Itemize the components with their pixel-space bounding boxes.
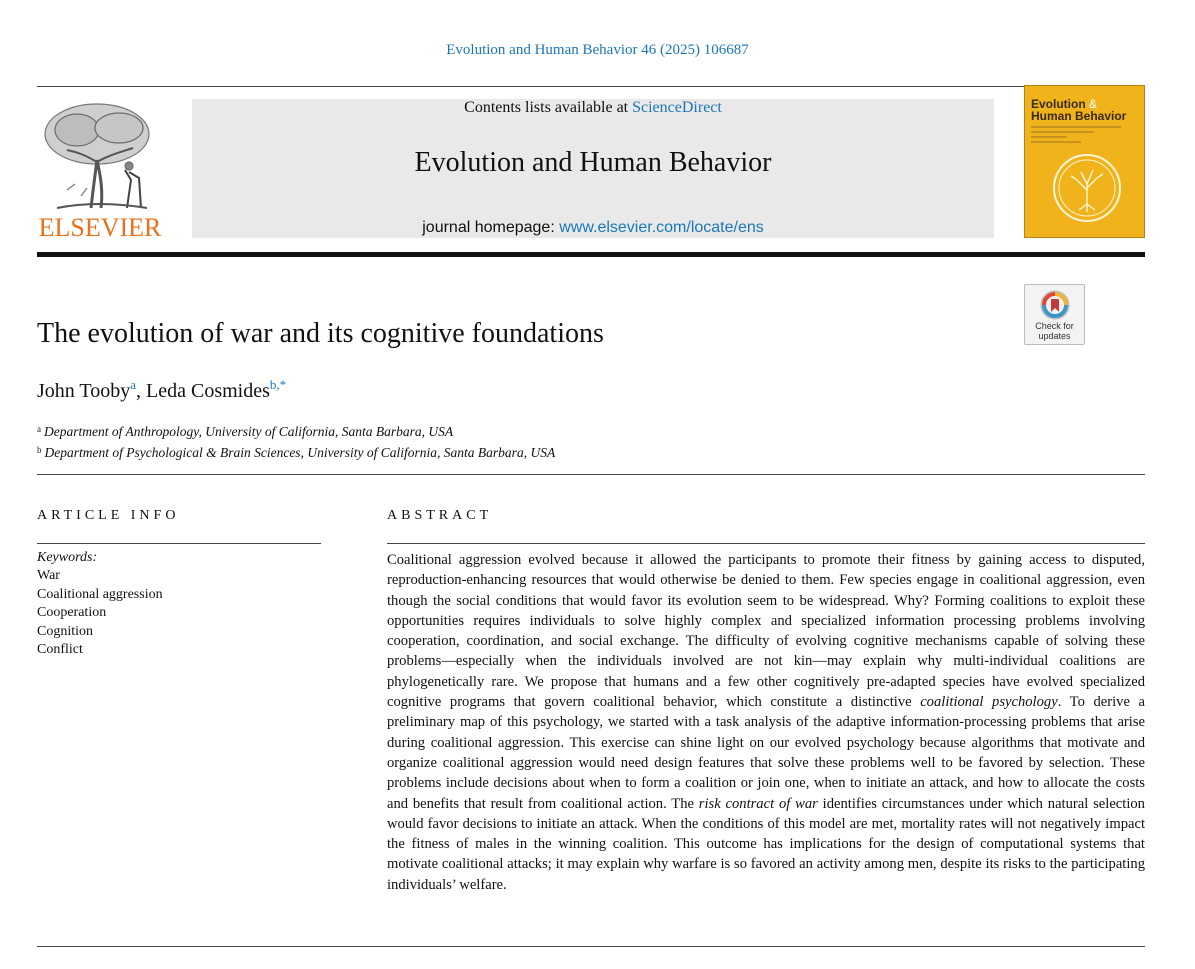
contents-prefix: Contents lists available at	[464, 99, 633, 116]
article-title: The evolution of war and its cognitive foundations	[37, 318, 604, 349]
affiliations	[37, 420, 555, 462]
elsevier-logo[interactable]	[37, 100, 163, 240]
keyword-item: Coalitional aggression	[37, 586, 163, 602]
keywords-list	[37, 549, 163, 659]
abstract-rule	[387, 543, 1145, 544]
homepage-prefix: journal homepage:	[422, 219, 560, 236]
journal-citation[interactable]: Evolution and Human Behavior 46 (2025) 106687	[446, 42, 749, 58]
author-affiliation-mark[interactable]: a	[130, 377, 137, 392]
keyword-item: War	[37, 568, 60, 584]
article-info-heading: ARTICLE INFO	[37, 508, 180, 523]
author-name[interactable]: John Tooby	[37, 380, 131, 402]
crossmark-icon	[1040, 290, 1070, 320]
homepage-line	[192, 219, 994, 237]
check-for-updates-label: Check for updates	[1035, 321, 1074, 341]
header-thick-rule	[37, 252, 1145, 257]
cover-tree-emblem-icon	[1051, 152, 1123, 224]
bottom-rule	[37, 946, 1145, 947]
journal-cover-image[interactable]	[1024, 85, 1145, 238]
article-info-rule	[37, 543, 321, 544]
sciencedirect-link[interactable]: ScienceDirect	[632, 99, 722, 116]
affiliation-item: $^b$ Department of Psychological & Brain Sciences, University of California, Santa Barbara, USA	[37, 445, 556, 460]
keyword-item: Cognition	[37, 623, 94, 639]
author-list: John Tooby$^a$, Leda Cosmides$^{b,*}$	[37, 377, 287, 402]
check-for-updates-button[interactable]	[1024, 284, 1085, 345]
cover-title-amp: &	[1089, 97, 1098, 111]
journal-title: Evolution and Human Behavior	[414, 147, 772, 178]
abstract-heading: ABSTRACT	[387, 508, 493, 523]
cover-title	[1031, 98, 1126, 122]
author-affiliation-mark[interactable]: b,*	[269, 377, 287, 392]
affiliation-item: $^a$ Department of Anthropology, University of California, Santa Barbara, USA	[37, 424, 454, 439]
abstract-body: Coalitional aggression evolved because it allowed the participants to promote their fitness by gaining access to disputed, reproduction-enhancing resources that would otherwise be denied to them. Few species engage in coalitional aggression, even though the social conditions that would favor its evolution seem to be widespread. Why? Forming coalitions to exploit these opportunities requires individuals to solve highly complex and specialized information processing problems involving cooperation, coordination, and social exchange. The difficulty of evolving cognitive mechanisms capable of solving these problems—especially when the individuals involved are not kin—may explain why multi-individual coalitions are phylogenetically rare. We propose that humans and a few other cognitively pre-adapted species have evolved specialized cognitive programs that govern coalitional behavior, which constitute a distinctive coalitional psychology. To derive a preliminary map of this psychology, we started with a task analysis of the adaptive information-processing problems that arise during coalitional aggression. This exercise can shine light on our evolved psychology because algorithms that motivate and organize coalitional aggression would need design features that solve these problems well to be favored by selection. These problems include decisions about when to form a coalition or join one, when to initiate an attack, and how to allocate the costs and benefits that result from coalitional action. The risk contract of war identifies circumstances under which natural selection would favor decisions to initiate an attack. When the conditions of this model are met, mortality rates will not negatively impact the fitness of males in the winning coalition. This outcome has implications for the design of computational systems that motivate coalitional attacks; it may explain why warfare is so favored an activity among men, despite its risks to the participating individuals’ welfare.	[387, 552, 1145, 893]
keyword-item: Conflict	[37, 642, 83, 658]
contents-line	[192, 99, 994, 117]
cover-title-line1: Evolution	[1031, 97, 1086, 111]
section-rule	[37, 474, 1145, 475]
elsevier-tree-icon	[37, 100, 163, 214]
keywords-label: Keywords:	[37, 550, 98, 565]
homepage-link[interactable]: www.elsevier.com/locate/ens	[559, 219, 764, 236]
keyword-item: Cooperation	[37, 605, 107, 621]
elsevier-wordmark: ELSEVIER	[38, 213, 162, 242]
author-name[interactable]: Leda Cosmides	[146, 380, 270, 402]
cover-title-line2: Human Behavior	[1031, 109, 1127, 123]
journal-masthead	[192, 99, 994, 238]
cover-text-lines	[1031, 126, 1121, 146]
top-rule	[37, 86, 1145, 87]
